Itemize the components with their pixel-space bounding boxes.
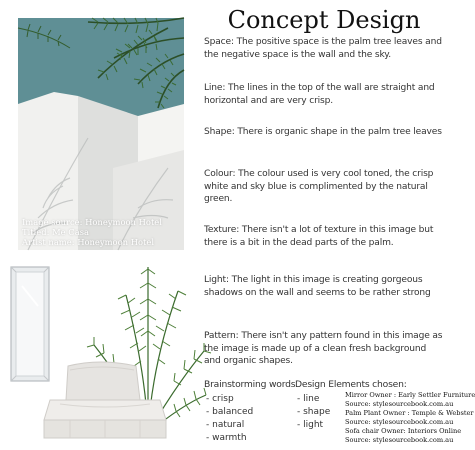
brainstorming-item: - crisp — [206, 394, 234, 404]
brainstorming-item: - warmth — [206, 433, 247, 443]
shape-text: Shape: There is organic shape in the palm tree leaves — [204, 127, 442, 137]
sofa-chair-image — [40, 360, 170, 444]
caption-artist: Artist name: Honeymoon Hotel — [22, 237, 155, 247]
colour-text: Colour: The colour used is very cool toned, the crisp white and sky blue is complimented by the natural green. — [204, 169, 434, 204]
page-title: Concept Design — [227, 6, 421, 34]
brainstorming-item: - balanced — [206, 407, 254, 417]
concept-photo — [18, 18, 184, 250]
pattern-text: Pattern: There isn't any pattern found in this image as the image is made up of a clean fresh background and organic shapes. — [204, 331, 443, 366]
source-mirror-url: Source: stylesourcebook.com.au — [345, 400, 454, 408]
design-elements-title: Design Elements chosen: — [295, 379, 407, 390]
caption-image-source: Image source: Honeymoon Hotel — [22, 217, 162, 227]
brainstorming-title: Brainstorming words — [204, 379, 296, 390]
space-text: Space: The positive space is the palm tree leaves and the negative space is the wall and the sky. — [204, 37, 442, 60]
texture-text: Texture: There isn't a lot of texture in this image but there is a bit in the dead parts of the palm. — [204, 225, 434, 248]
source-sofa-owner: Sofa chair Owner: Interiors Online — [345, 427, 462, 435]
source-palm-owner: Palm Plant Owner : Temple & Webster — [345, 409, 474, 417]
caption-title: Titled: Me Casa — [22, 227, 89, 237]
design-element-item: - light — [297, 420, 324, 430]
light-text: Light: The light in this image is creating gorgeous shadows on the wall and seems to be rather strong — [204, 275, 431, 298]
source-mirror-owner: Mirror Owner : Early Settler Furniture — [345, 391, 475, 399]
design-element-item: - shape — [297, 407, 331, 417]
source-sofa-url: Source: stylesourcebook.com.au — [345, 436, 454, 444]
line-text: Line: The lines in the top of the wall are straight and horizontal and are very crisp. — [204, 83, 435, 106]
source-palm-url: Source: stylesourcebook.com.au — [345, 418, 454, 426]
design-element-item: - line — [297, 394, 320, 404]
brainstorming-item: - natural — [206, 420, 245, 430]
palm-wall-image — [18, 18, 184, 250]
